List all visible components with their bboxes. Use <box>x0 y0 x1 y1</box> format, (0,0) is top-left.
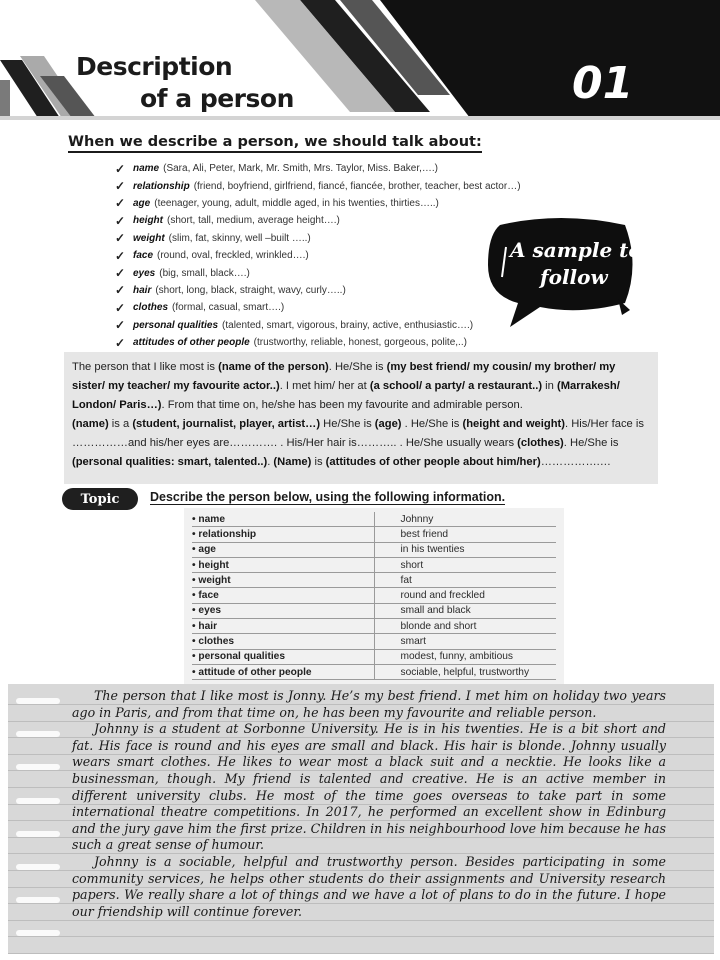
topic-item <box>115 247 521 264</box>
table-row <box>192 649 556 664</box>
page-title-line2: of a person <box>140 84 294 113</box>
sample-text: . He/She is <box>563 437 619 449</box>
info-table <box>184 508 564 684</box>
intro-heading: When we describe a person, we should talk about: <box>68 134 482 153</box>
topic-examples: (slim, fat, skinny, well –built …..) <box>168 232 311 244</box>
checkmark-icon: ✓ <box>115 161 126 176</box>
info-label: • weight <box>192 573 374 588</box>
info-value: modest, funny, ambitious <box>374 649 556 664</box>
checkmark-icon: ✓ <box>115 231 126 246</box>
topic-key: hair <box>133 284 152 296</box>
topic-item <box>115 299 521 316</box>
topic-item <box>115 160 521 177</box>
table-row <box>192 557 556 572</box>
checkmark-icon: ✓ <box>115 335 126 350</box>
topic-item <box>115 230 521 247</box>
table-row <box>192 527 556 542</box>
sample-text: . I met him/ her at <box>279 380 370 392</box>
sample-placeholder: (height and weight) <box>462 418 566 430</box>
topic-examples: (talented, smart, vigorous, brainy, active, enthusiastic….) <box>222 319 474 331</box>
checkmark-icon: ✓ <box>115 179 126 194</box>
bubble-text-line2: follow <box>540 265 608 289</box>
essay-paragraph-3: Johnny is a sociable, helpful and trustworthy person. Besides participating in some community services, he helps other students do their assignments and University research papers. We really share a lot of things and we have a lot of plans to do in the future. I hope our friendship will continue forever. <box>72 853 666 919</box>
info-value: Johnny <box>374 512 556 527</box>
sample-placeholder: (clothes) <box>517 437 564 449</box>
checkmark-icon: ✓ <box>115 300 126 315</box>
topic-key: age <box>133 197 151 209</box>
info-value: fat <box>374 573 556 588</box>
info-label: • height <box>192 557 374 572</box>
topic-examples: (trustworthy, reliable, honest, gorgeous, polite,..) <box>253 337 467 349</box>
info-label: • clothes <box>192 634 374 649</box>
topic-examples: (round, oval, freckled, wrinkled….) <box>157 250 309 262</box>
sample-text: . His/Her face is ……………and his/her eyes are…………. . His/Her hair is……….. . He/She usually wears <box>72 418 644 449</box>
sample-placeholder: (attitudes of other people about him/her) <box>325 456 541 468</box>
sample-paragraph <box>64 352 658 484</box>
info-value: sociable, helpful, trustworthy <box>374 664 556 679</box>
topic-key: weight <box>133 232 165 244</box>
sample-text: The person that I like most is <box>72 361 219 373</box>
sample-text: is a <box>108 418 133 430</box>
topic-examples: (friend, boyfriend, girlfriend, fiancé, fiancée, brother, teacher, best actor…) <box>193 180 521 192</box>
table-row <box>192 603 556 618</box>
essay-notebook <box>8 684 714 954</box>
topic-item <box>115 282 521 299</box>
sample-placeholder: (student, journalist, player, artist…) <box>132 418 321 430</box>
sample-placeholder: (a school/ a party/ a restaurant..) <box>369 380 543 392</box>
topic-key: relationship <box>133 180 190 192</box>
checkmark-icon: ✓ <box>115 213 126 228</box>
topic-examples: (Sara, Ali, Peter, Mark, Mr. Smith, Mrs. Taylor, Miss. Baker,….) <box>163 163 439 175</box>
table-row <box>192 512 556 527</box>
info-label: • relationship <box>192 527 374 542</box>
info-value: small and black <box>374 603 556 618</box>
table-row <box>192 619 556 634</box>
topic-item <box>115 264 521 281</box>
sample-text: …………….… <box>540 456 611 468</box>
essay-paragraph-1: The person that I like most is Jonny. He’s my best friend. I met him on holiday two years ago in Paris, and from that time on, he has been my favourite and reliable person. <box>72 688 666 720</box>
info-value: short <box>374 557 556 572</box>
essay-text <box>72 688 666 920</box>
topic-key: clothes <box>133 302 169 314</box>
topic-checklist <box>115 160 521 351</box>
topic-instruction: Describe the person below, using the following information. <box>150 490 506 504</box>
info-label: • hair <box>192 619 374 634</box>
topic-key: eyes <box>133 267 156 279</box>
info-value: blonde and short <box>374 619 556 634</box>
topic-label: Topic <box>62 488 138 510</box>
ruled-line <box>8 953 714 954</box>
sample-placeholder: (age) <box>374 418 402 430</box>
topic-item <box>115 212 521 229</box>
info-label: • personal qualities <box>192 649 374 664</box>
topic-key: face <box>133 250 154 262</box>
info-value: round and freckled <box>374 588 556 603</box>
topic-examples: (short, long, black, straight, wavy, curly…..) <box>155 284 346 296</box>
sample-text: He/She is <box>320 418 375 430</box>
sample-text: is <box>311 456 326 468</box>
checkmark-icon: ✓ <box>115 283 126 298</box>
topic-examples: (short, tall, medium, average height….) <box>167 215 340 227</box>
topic-key: name <box>133 163 160 175</box>
sample-text: . He/She is <box>328 361 387 373</box>
sample-placeholder: (name of the person) <box>218 361 329 373</box>
info-label: • name <box>192 512 374 527</box>
info-label: • eyes <box>192 603 374 618</box>
topic-examples: (teenager, young, adult, middle aged, in his twenties, thirties…..) <box>154 197 439 209</box>
info-label: • face <box>192 588 374 603</box>
table-row <box>192 664 556 679</box>
topic-key: height <box>133 215 163 227</box>
topic-key: attitudes of other people <box>133 337 250 349</box>
checkmark-icon: ✓ <box>115 318 126 333</box>
topic-item <box>115 195 521 212</box>
table-row <box>192 542 556 557</box>
topic-examples: (formal, casual, smart….) <box>172 302 285 314</box>
sample-text: . He/She is <box>401 418 463 430</box>
table-row <box>192 588 556 603</box>
sample-placeholder: (name) <box>72 418 109 430</box>
table-row <box>192 634 556 649</box>
lesson-number: 01 <box>572 58 634 109</box>
info-value: smart <box>374 634 556 649</box>
bubble-text-line1: A sample to <box>510 238 642 262</box>
sample-text: . <box>267 456 274 468</box>
info-value: in his twenties <box>374 542 556 557</box>
checkmark-icon: ✓ <box>115 248 126 263</box>
info-value: best friend <box>374 527 556 542</box>
topic-item <box>115 177 521 194</box>
header-black-band <box>380 0 720 118</box>
info-label: • age <box>192 542 374 557</box>
ruled-line <box>8 936 714 937</box>
sample-text: . From that time on, he/she has been my favourite and admirable person. <box>161 399 523 411</box>
topic-examples: (big, small, black….) <box>159 267 250 279</box>
checkmark-icon: ✓ <box>115 196 126 211</box>
sample-placeholder: (personal qualities: smart, talented..) <box>72 456 268 468</box>
sample-text: in <box>542 380 557 392</box>
info-label: • attitude of other people <box>192 664 374 679</box>
topic-item <box>115 317 521 334</box>
page-title-line1: Description <box>76 52 233 81</box>
sample-placeholder: (my best friend/ my cousin/ my brother/ my sister/ my teacher/ my favourite actor..) <box>72 361 616 392</box>
sample-placeholder: (Name) <box>273 456 312 468</box>
table-row <box>192 573 556 588</box>
sample-placeholder: (Marrakesh/ London/ Paris…) <box>72 380 620 411</box>
essay-paragraph-2: Johnny is a student at Sorbonne University. He is in his twenties. He is a bit short and fat. His face is round and his eyes are small and black. His hair is blonde. Johnny usually wears smart clothes. He likes to wear most a black suit and a necktie. He looks like a businessman, though. My friend is talented and creative. He is an active member in different university clubs. He most of the time goes overseas to take part in some international theatre competitions. In 2017, he performed an excellent show in Edinburg and the jury gave him the first prize. Children in his neighbourhood love him because he has such a great sense of humour. <box>72 721 666 853</box>
checkmark-icon: ✓ <box>115 266 126 281</box>
topic-item <box>115 334 521 351</box>
topic-key: personal qualities <box>133 319 219 331</box>
